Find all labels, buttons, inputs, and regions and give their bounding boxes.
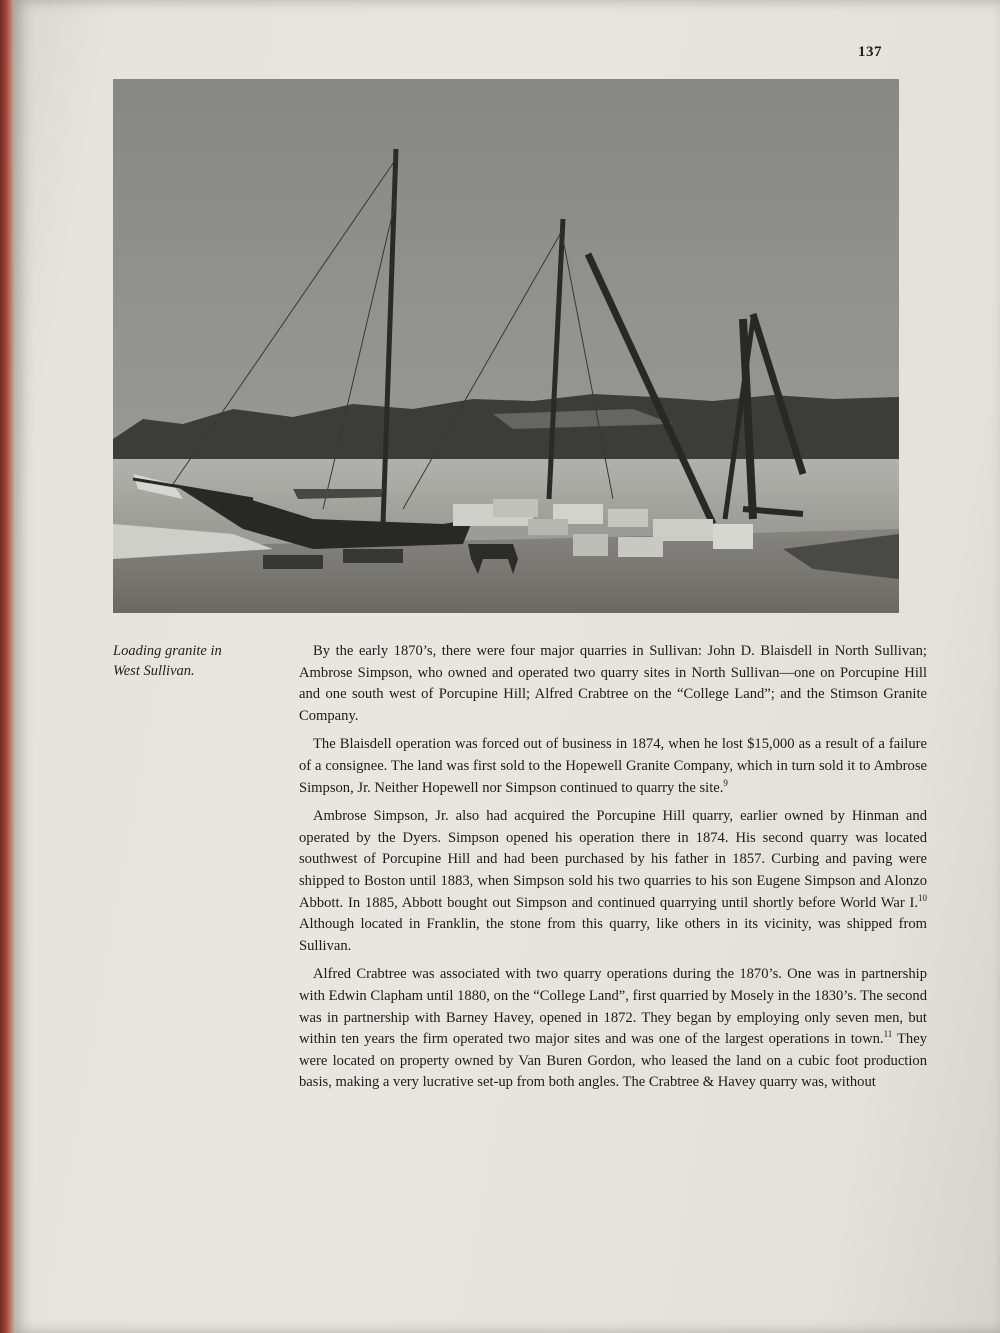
historical-photo bbox=[113, 79, 899, 613]
caption-line-1: Loading granite in bbox=[113, 643, 222, 659]
paragraph-text-continued: Although located in Franklin, the stone from this quarry, like others in its vicinity, was shipped from Sullivan. bbox=[299, 916, 927, 954]
paragraph-2 bbox=[299, 734, 927, 799]
paragraph-3 bbox=[299, 806, 927, 957]
paragraph-text: Alfred Crabtree was associated with two quarry operations during the 1870’s. One was in partnership with Edwin Clapham until 1880, on the “College Land”, first quarried by Mosely in the 1830’s. The second was in partnership with Barney Havey, opened in 1872. They began by employing only seven men, but within ten years the firm operated two major sites and was one of the largest operations in town. bbox=[299, 966, 927, 1048]
photo-caption bbox=[113, 641, 273, 681]
schooner-photo-image bbox=[113, 79, 899, 613]
page-number: 137 bbox=[858, 44, 882, 60]
body-text bbox=[299, 641, 927, 1101]
footnote-ref[interactable]: 9 bbox=[723, 777, 728, 788]
footnote-ref[interactable]: 11 bbox=[883, 1029, 893, 1040]
paragraph-text-continued: They were located on property owned by Van Buren Gordon, who leased the land on a cubic foot production basis, making a very lucrative set-up from both angles. The Crabtree & Havey quarry was, without bbox=[299, 1031, 927, 1091]
paragraph-1 bbox=[299, 641, 927, 727]
paragraph-4 bbox=[299, 964, 927, 1094]
paragraph-text: By the early 1870’s, there were four major quarries in Sullivan: John D. Blaisdell in North Sullivan; Ambrose Simpson, who owned and operated two quarry sites in North Sullivan—one on Porcupine Hill and one south west of Porcupine Hill; Alfred Crabtree on the “College Land”; and the Stimson Granite Company. bbox=[299, 643, 927, 724]
paragraph-text: The Blaisdell operation was forced out of business in 1874, when he lost $15,000 as a result of a failure of a consignee. The land was first sold to the Hopewell Granite Company, which in turn sold it to Ambrose Simpson, Jr. Neither Hopewell nor Simpson continued to quarry the site. bbox=[299, 736, 927, 796]
caption-line-2: West Sullivan. bbox=[113, 663, 195, 679]
paragraph-text: Ambrose Simpson, Jr. also had acquired the Porcupine Hill quarry, earlier owned by Hinman and operated by the Dyers. Simpson opened his operation there in 1874. His second quarry was located southwest of Porcupine Hill and had been purchased by his father in 1857. Curbing and paving were shipped to Boston until 1883, when Simpson sold his two quarries to his son Eugene Simpson and Alonzo Abbott. In 1885, Abbott bought out Simpson and continued quarrying until shortly before World War I. bbox=[299, 808, 927, 911]
footnote-ref[interactable]: 10 bbox=[918, 892, 927, 903]
